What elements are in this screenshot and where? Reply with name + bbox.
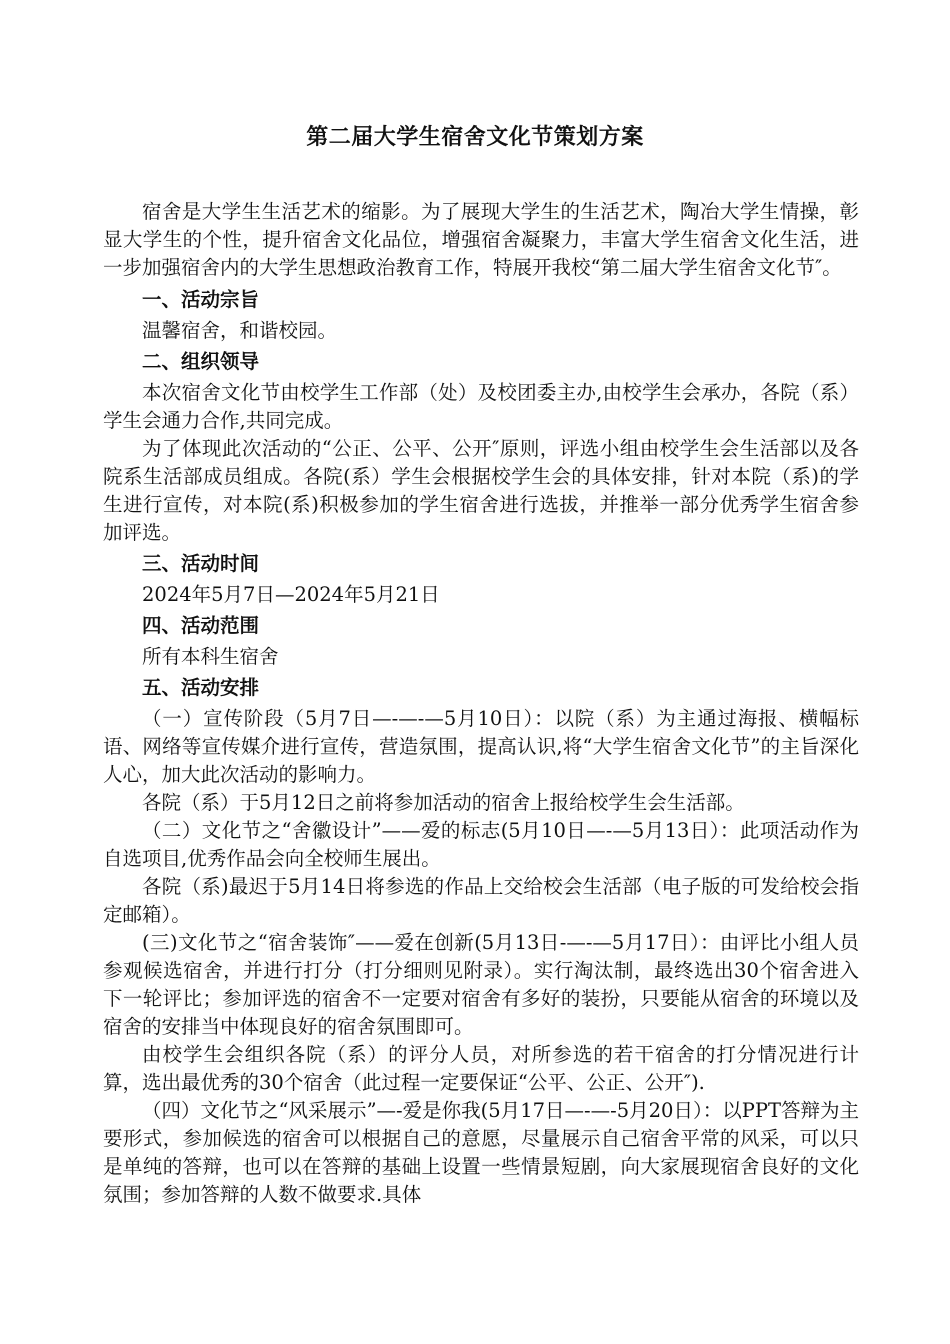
section-paragraph: （二）文化节之“舍徽设计”——爱的标志(5月10日—-—5月13日）：此项活动作为自选项目,优秀作品会向全校师生展出。 bbox=[103, 819, 859, 870]
section-heading-scope: 四、活动范围 bbox=[142, 614, 260, 637]
section-heading-time: 三、活动时间 bbox=[142, 552, 260, 575]
section-paragraph: 本次宿舍文化节由校学生工作部（处）及校团委主办,由校学生会承办，各院（系）学生会通力合作,共同完成。 bbox=[103, 381, 859, 432]
section-paragraph: 各院（系）于5月12日之前将参加活动的宿舍上报给校学生会生活部。 bbox=[142, 791, 745, 814]
section-paragraph: （一）宣传阶段（5月7日—-—-—5月10日）：以院（系）为主通过海报、横幅标语、网络等宣传媒介进行宣传，营造氛围，提高认识,将“大学生宿舍文化节”的主旨深化人心，加大此次活动的影响力。 bbox=[103, 707, 859, 786]
section-heading-schedule: 五、活动安排 bbox=[142, 676, 260, 699]
section-paragraph: (三)文化节之“宿舍装饰″——爱在创新(5月13日-—-—5月17日）：由评比小组人员参观候选宿舍，并进行打分（打分细则见附录）。实行淘汰制，最终选出30个宿舍进入下一轮评比；参加评选的宿舍不一定要对宿舍有多好的装扮，只要能从宿舍的环境以及宿舍的安排当中体现良好的宿舍氛围即可。 bbox=[103, 931, 859, 1038]
section-paragraph: 所有本科生宿舍 bbox=[142, 645, 279, 668]
intro-paragraph: 宿舍是大学生生活艺术的缩影。为了展现大学生的生活艺术，陶冶大学生情操，彰显大学生的个性，提升宿舍文化品位，增强宿舍凝聚力，丰富大学生宿舍文化生活，进一步加强宿舍内的大学生思想政治教育工作，特展开我校“第二届大学生宿舍文化节″。 bbox=[103, 200, 859, 279]
section-heading-purpose: 一、活动宗旨 bbox=[142, 288, 260, 311]
section-paragraph: 为了体现此次活动的“公正、公平、公开″原则，评选小组由校学生会生活部以及各院系生活部成员组成。各院(系）学生会根据校学生会的具体安排，针对本院（系)的学生进行宣传，对本院(系)积极参加的学生宿舍进行选拔，并推举一部分优秀学生宿舍参加评选。 bbox=[103, 437, 859, 544]
section-paragraph: （四）文化节之“风采展示”—-爱是你我(5月17日—-—-5月20日）：以PPT答辩为主要形式，参加候选的宿舍可以根据自己的意愿，尽量展示自己宿舍平常的风采，可以只是单纯的答辩，也可以在答辩的基础上设置一些情景短剧，向大家展现宿舍良好的文化氛围；参加答辩的人数不做要求.具体 bbox=[103, 1099, 859, 1206]
section-paragraph: 2024年5月7日—2024年5月21日 bbox=[142, 583, 440, 606]
section-paragraph: 由校学生会组织各院（系）的评分人员，对所参选的若干宿舍的打分情况进行计算，选出最优秀的30个宿舍（此过程一定要保证“公平、公正、公开″). bbox=[103, 1043, 859, 1094]
section-paragraph: 各院（系)最迟于5月14日将参选的作品上交给校会生活部（电子版的可发给校会指定邮箱）。 bbox=[103, 875, 859, 926]
document-body bbox=[103, 198, 859, 1209]
section-heading-organization: 二、组织领导 bbox=[142, 350, 260, 373]
page-title: 第二届大学生宿舍文化节策划方案 bbox=[306, 125, 644, 150]
section-paragraph: 温馨宿舍，和谐校园。 bbox=[142, 319, 338, 342]
